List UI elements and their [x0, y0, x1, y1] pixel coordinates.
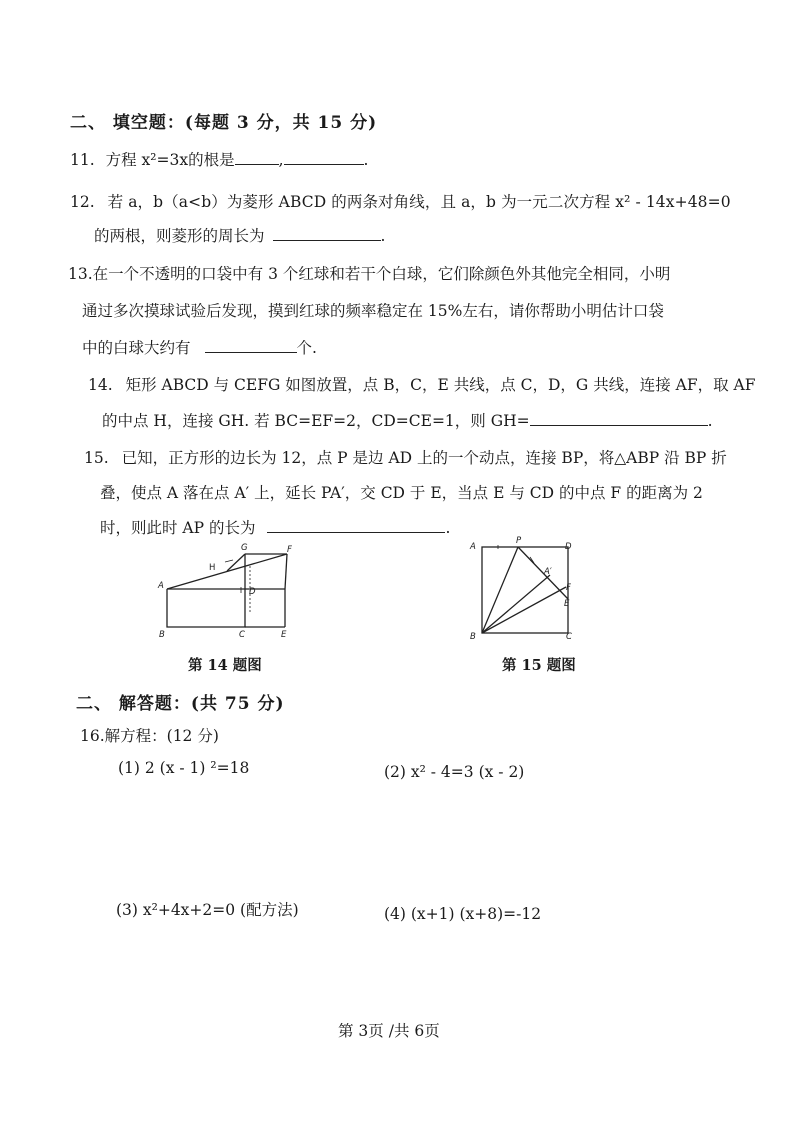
label-a-prime: A′	[544, 567, 552, 577]
answer-blank	[267, 516, 445, 533]
label-g: G	[241, 543, 248, 553]
label-f: F	[566, 583, 571, 593]
label-e: E	[564, 599, 570, 609]
question-text: 的中点 H，连接 GH. 若 BC=EF=2，CD=CE=1，则 GH=	[102, 412, 530, 430]
question-end: 个.	[296, 339, 317, 357]
section-solve-title: 二、 解答题：(共 75 分)	[76, 694, 285, 714]
question-13-line-1	[68, 262, 670, 284]
question-14-line-2	[102, 409, 713, 431]
square-abcd	[482, 547, 568, 633]
answer-blank	[235, 148, 279, 165]
question-text: 若 a，b（a<b）为菱形 ABCD 的两条对角线，且 a，b 为一元二次方程 x² - 14x+48=0	[107, 193, 731, 211]
question-16-title: 16.解方程：(12 分)	[80, 727, 219, 745]
label-p: P	[516, 536, 522, 546]
question-12-line-1	[70, 190, 731, 212]
question-14-line-1	[88, 373, 755, 395]
label-d: D	[565, 542, 572, 552]
answer-blank	[530, 409, 708, 426]
label-b: B	[159, 630, 165, 640]
tick-mark	[225, 560, 233, 562]
question-13-line-2: 通过多次摸球试验后发现，摸到红球的频率稳定在 15%左右，请你帮助小明估计口袋	[82, 302, 664, 320]
segment-bf	[482, 587, 566, 633]
section-fill-in-title: 二、 填空题：(每题 3 分，共 15 分)	[70, 113, 378, 133]
question-15-line-2: 叠，使点 A 落在点 A′ 上，延长 PA′，交 CD 于 E，当点 E 与 CD 的中点 F 的距离为 2	[100, 484, 703, 502]
question-end: .	[445, 519, 451, 537]
question-text: 的两根，则菱形的周长为	[94, 227, 265, 245]
question-end: .	[707, 412, 713, 430]
question-text: 时，则此时 AP 的长为	[100, 519, 256, 537]
question-16-part-2: (2) x² - 4=3 (x - 2)	[384, 763, 525, 781]
answer-blank	[284, 148, 364, 165]
question-number: 14.	[88, 376, 113, 394]
figure-15-caption: 第 15 题图	[502, 657, 576, 674]
label-a: A	[470, 542, 476, 552]
label-f: F	[287, 545, 292, 555]
segment-bp	[482, 547, 518, 633]
question-text: 中的白球大约有	[82, 339, 191, 357]
question-16-part-3: (3) x²+4x+2=0 (配方法)	[116, 901, 299, 919]
question-11	[70, 148, 368, 170]
segment-af	[167, 554, 287, 589]
label-c: C	[239, 630, 245, 640]
question-number: 15.	[84, 449, 109, 467]
label-d: D	[249, 587, 256, 597]
segment-fe	[285, 554, 287, 589]
question-number: 12.	[70, 193, 95, 211]
question-end: .	[363, 151, 369, 169]
question-13-line-3	[82, 336, 317, 358]
question-number: 13.	[68, 265, 93, 283]
question-12-line-2	[94, 224, 385, 246]
rectangle-abcd-sides	[167, 589, 245, 627]
blank-separator: ,	[278, 151, 284, 169]
segment-pe	[518, 547, 568, 599]
figure-15-diagram	[466, 533, 578, 645]
label-a: A	[158, 581, 164, 591]
question-text: 方程 x²=3x的根是	[105, 151, 235, 169]
label-h: H	[209, 563, 216, 573]
figure-14-diagram	[155, 538, 305, 642]
label-c: C	[566, 632, 572, 642]
page-number: 第 3页 /共 6页	[338, 1022, 440, 1040]
question-number: 11.	[70, 151, 95, 169]
label-b: B	[470, 632, 476, 642]
label-e: E	[281, 630, 287, 640]
question-end: .	[380, 227, 386, 245]
answer-blank	[273, 224, 381, 241]
question-text: 矩形 ABCD 与 CEFG 如图放置，点 B，C，E 共线，点 C，D，G 共线，连接 AF，取 AF	[125, 376, 756, 394]
figure-14-caption: 第 14 题图	[188, 657, 262, 674]
segment-ba1	[482, 575, 550, 633]
question-text: 已知，正方形的边长为 12，点 P 是边 AD 上的一个动点，连接 BP，将△ABP 沿 BP 折	[121, 449, 727, 467]
question-16-part-4: (4) (x+1) (x+8)=-12	[384, 905, 542, 923]
answer-blank	[205, 336, 297, 353]
question-15-line-1	[84, 446, 727, 468]
question-15-line-3	[100, 516, 450, 538]
question-text: 在一个不透明的口袋中有 3 个红球和若干个白球，它们除颜色外其他完全相同，小明	[92, 265, 671, 283]
question-16-part-1: (1) 2 (x - 1) ²=18	[118, 759, 250, 777]
